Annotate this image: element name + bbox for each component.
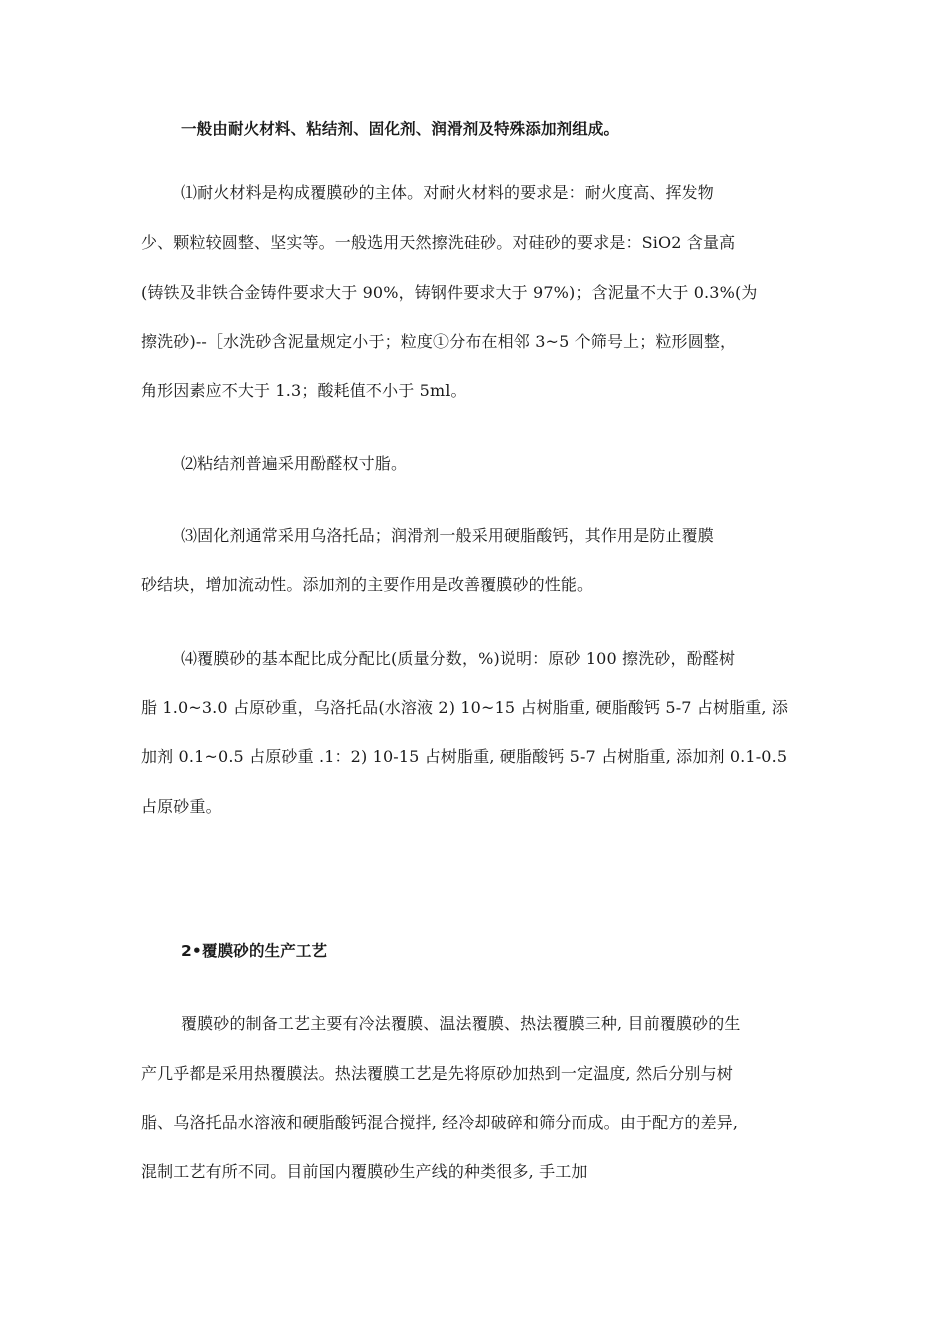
para3-line-1: ⑶固化剂通常采用乌洛托品；润滑剂一般采用硬脂酸钙，其作用是防止覆膜 — [181, 526, 714, 545]
para4-line-3: 加剂 0.1~0.5 占原砂重 .1：2) 10-15 占树脂重, 硬脂酸钙 5-7 占树脂重, 添加剂 0.1-0.5 — [141, 747, 788, 766]
para2-line-1: ⑵粘结剂普遍采用酚醛权寸脂。 — [181, 454, 408, 473]
para1-line-3: (铸铁及非铁合金铸件要求大于 90%，铸钢件要求大于 97%)；含泥量不大于 0.3%(为 — [141, 283, 758, 302]
para3-line-2: 砂结块，增加流动性。添加剂的主要作用是改善覆膜砂的性能。 — [141, 575, 594, 594]
para5-line-1: 覆膜砂的制备工艺主要有冷法覆膜、温法覆膜、热法覆膜三种, 目前覆膜砂的生 — [181, 1014, 741, 1033]
para5-line-3: 脂、乌洛托品水溶液和硬脂酸钙混合搅拌, 经冷却破碎和筛分而成。由于配方的差异, — [141, 1113, 739, 1132]
section2-heading: 2•覆膜砂的生产工艺 — [181, 942, 328, 960]
para1-line-4: 擦洗砂)--［水洗砂含泥量规定小于；粒度①分布在相邻 3~5 个筛号上；粒形圆整， — [141, 332, 737, 351]
para5-line-2: 产几乎都是采用热覆膜法。热法覆膜工艺是先将原砂加热到一定温度, 然后分别与树 — [141, 1064, 733, 1083]
para1-line-1: ⑴耐火材料是构成覆膜砂的主体。对耐火材料的要求是：耐火度高、挥发物 — [181, 183, 714, 202]
para5-line-4: 混制工艺有所不同。目前国内覆膜砂生产线的种类很多, 手工加 — [141, 1162, 588, 1181]
para4-line-4: 占原砂重。 — [141, 797, 222, 816]
para1-line-2: 少、颗粒较圆整、坚实等。一般选用天然擦洗硅砂。对硅砂的要求是：SiO2 含量高 — [141, 233, 736, 252]
intro-heading: 一般由耐火材料、粘结剂、固化剂、润滑剂及特殊添加剂组成。 — [181, 120, 620, 138]
para4-line-1: ⑷覆膜砂的基本配比成分配比(质量分数，%)说明：原砂 100 擦洗砂，酚醛树 — [181, 649, 736, 668]
para1-line-5: 角形因素应不大于 1.3；酸耗值不小于 5ml。 — [141, 381, 467, 400]
para4-line-2: 脂 1.0~3.0 占原砂重，乌洛托品(水溶液 2) 10~15 占树脂重, 硬脂酸钙 5-7 占树脂重, 添 — [141, 698, 789, 717]
